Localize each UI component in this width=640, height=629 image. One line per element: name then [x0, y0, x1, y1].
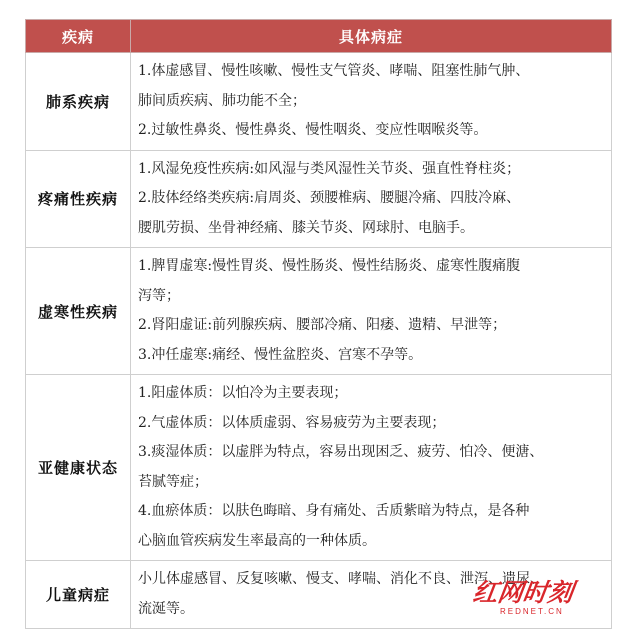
- row-description: [131, 150, 612, 248]
- watermark-subtext: REDNET.CN: [500, 607, 564, 616]
- description-line: 4.血瘀体质：以肤色晦暗、身有痛处、舌质紫暗为特点，是各种: [138, 503, 530, 519]
- watermark-text: 红网时刻: [470, 579, 575, 607]
- table-row: [26, 150, 612, 248]
- description-line: 流涎等。: [138, 600, 194, 617]
- description-line: 肺间质疾病、肺功能不全；: [138, 92, 306, 109]
- description-line: 苔腻等症；: [138, 473, 208, 490]
- description-line: 腰肌劳损、坐骨神经痛、膝关节炎、网球肘、电脑手。: [138, 219, 474, 236]
- table-header-row: [26, 20, 612, 53]
- description-line: 2.过敏性鼻炎、慢性鼻炎、慢性咽炎、变应性咽喉炎等。: [138, 122, 488, 138]
- description-line: 2.肢体经络类疾病:肩周炎、颈腰椎病、腰腿冷痛、四肢冷麻、: [138, 190, 521, 206]
- description-line: 1.体虚感冒、慢性咳嗽、慢性支气管炎、哮喘、阻塞性肺气肿、: [138, 63, 530, 79]
- disease-table: [25, 19, 612, 629]
- table-row: [26, 375, 612, 561]
- description-line: 泻等；: [138, 287, 180, 304]
- table-row: [26, 248, 612, 375]
- description-line: 3.痰湿体质：以虚胖为特点，容易出现困乏、疲劳、怕冷、便溏、: [138, 444, 544, 460]
- description-line: 小儿体虚感冒、反复咳嗽、慢支、哮喘、消化不良、泄泻、遗尿、: [138, 571, 544, 587]
- rednet-logo: [470, 571, 600, 619]
- row-description: [131, 375, 612, 561]
- description-line: 心脑血管疾病发生率最高的一种体质。: [138, 532, 376, 549]
- row-category: 疼痛性疾病: [26, 150, 131, 248]
- description-line: 2.肾阳虚证:前列腺疾病、腰部冷痛、阳痿、遗精、早泄等；: [138, 317, 507, 333]
- row-category: 儿童病症: [26, 561, 131, 629]
- table-row: [26, 53, 612, 151]
- description-line: 1.阳虚体质：以怕冷为主要表现；: [138, 385, 348, 401]
- description-line: 1.脾胃虚寒:慢性胃炎、慢性肠炎、慢性结肠炎、虚寒性腹痛腹: [138, 258, 521, 274]
- description-line: 2.气虚体质：以体质虚弱、容易疲劳为主要表现；: [138, 414, 446, 431]
- row-description: [131, 53, 612, 151]
- row-description: [131, 248, 612, 375]
- header-disease: 疾病: [26, 20, 131, 53]
- row-category: 肺系疾病: [26, 53, 131, 151]
- description-line: 1.风湿免疫性疾病:如风湿与类风湿性关节炎、强直性脊柱炎；: [138, 160, 521, 177]
- row-category: 虚寒性疾病: [26, 248, 131, 375]
- header-symptoms: 具体病症: [131, 20, 612, 53]
- description-line: 3.冲任虚寒:痛经、慢性盆腔炎、宫寒不孕等。: [138, 346, 423, 363]
- row-category: 亚健康状态: [26, 375, 131, 561]
